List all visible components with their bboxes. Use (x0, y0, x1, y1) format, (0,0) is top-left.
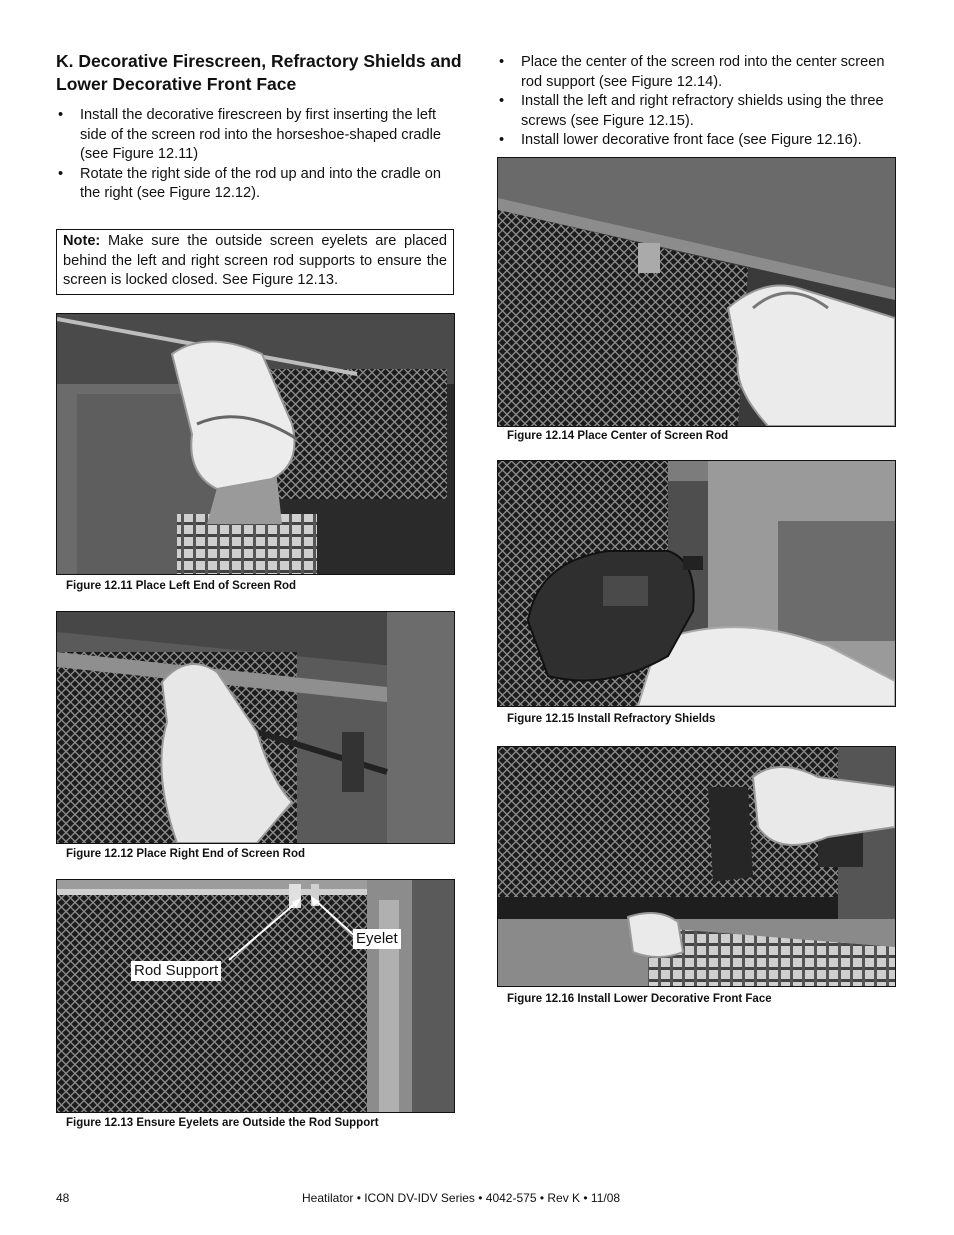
note-label: Note: (63, 233, 101, 249)
figure-12-11-photo (56, 313, 455, 575)
figure-12-16-number: Figure 12.16 (507, 993, 575, 1005)
figure-12-13-photo (56, 879, 455, 1113)
page-number: 48 (56, 1191, 70, 1205)
figure-12-11-text: Place Left End of Screen Rod (135, 580, 297, 592)
figure-12-15-text: Install Refractory Shields (577, 713, 716, 725)
figure-12-13-number: Figure 12.13 (66, 1117, 134, 1129)
figure-12-14-caption (507, 429, 728, 443)
figure-12-15-number: Figure 12.15 (507, 713, 575, 725)
right-bullet-2: • Install the left and right refractory shields using the three screws (see Figure 12.15). (497, 92, 899, 131)
left-bullet-2: • Rotate the right side of the rod up and into the cradle on the right (see Figure 12.12). (56, 165, 456, 204)
figure-12-11-number: Figure 12.11 (66, 580, 133, 592)
figure-12-12-text: Place Right End of Screen Rod (136, 848, 306, 860)
figure-12-15-photo (497, 460, 896, 707)
figure-12-14-number: Figure 12.14 (507, 430, 575, 442)
figure-12-14-photo (497, 157, 896, 427)
footer-doc-info: Heatilator • ICON DV-IDV Series • 4042-575 • Rev K • 11/08 (302, 1191, 621, 1205)
figure-12-11-caption (66, 579, 296, 593)
note-text: Make sure the outside screen eyelets are placed behind the left and right screen rod supports to ensure the screen is locked closed. See Figure 12.13. (63, 233, 447, 288)
figure-12-13-text: Ensure Eyelets are Outside the Rod Support (136, 1117, 379, 1129)
right-bullet-list (497, 53, 899, 151)
figure-12-12-number: Figure 12.12 (66, 848, 134, 860)
figure-12-12-photo (56, 611, 455, 844)
figure-12-13-caption (66, 1116, 379, 1130)
left-bullet-list (56, 106, 456, 204)
figure-12-14-text: Place Center of Screen Rod (577, 430, 729, 442)
right-bullet-3: • Install lower decorative front face (see Figure 12.16). (497, 131, 899, 151)
eyelet-callout: Eyelet (353, 929, 401, 949)
note-box (56, 229, 454, 295)
right-bullet-1: • Place the center of the screen rod into the center screen rod support (see Figure 12.14). (497, 53, 899, 92)
figure-12-15-caption (507, 712, 715, 726)
figure-12-16-photo (497, 746, 896, 987)
figure-12-12-caption (66, 847, 305, 861)
section-title: K. Decorative Firescreen, Refractory Shields and Lower Decorative Front Face (56, 51, 462, 94)
rod-support-callout: Rod Support (131, 961, 221, 981)
figure-12-16-caption (507, 992, 772, 1006)
left-bullet-1: • Install the decorative firescreen by first inserting the left side of the screen rod into the horseshoe-shaped cradle (see Figure 12.11) (56, 106, 456, 165)
figure-12-16-text: Install Lower Decorative Front Face (577, 993, 772, 1005)
